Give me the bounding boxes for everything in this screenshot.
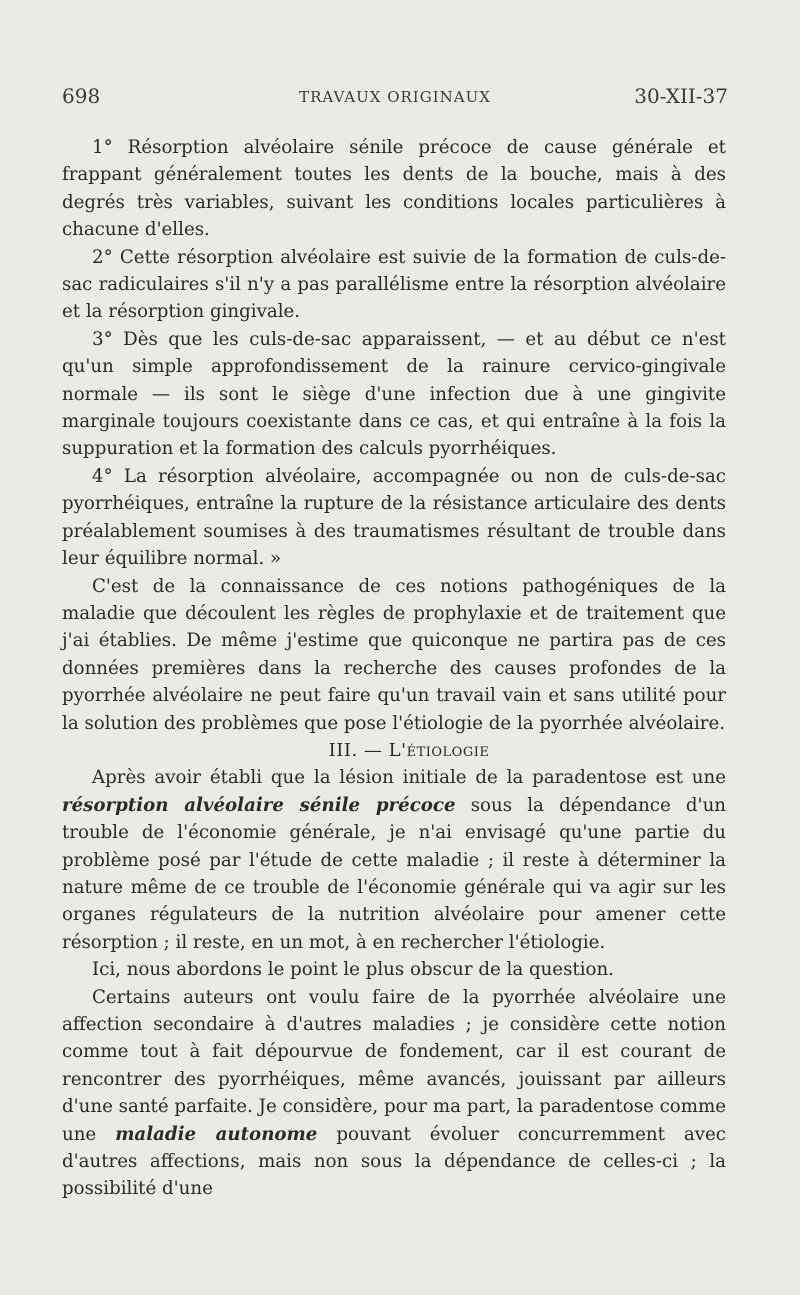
running-title: TRAVAUX ORIGINAUX <box>299 88 491 106</box>
paragraph-obscure-point: Ici, nous abordons le point le plus obscur de la question. <box>92 959 614 981</box>
paragraph-item-4: 4° La résorption alvéolaire, accompagnée ou non de culs-de-sac pyorrhéiques, entraîne la rupture de la résistance articulaire des dents préalablement soumises à des traumatismes résultant de trouble dans leur équilibre normal. » <box>62 465 726 570</box>
article-body <box>62 134 726 1203</box>
text-run: Après avoir établi que la lésion initiale de la paradentose est une <box>92 767 726 789</box>
section-number: III. — <box>328 739 383 761</box>
paragraph-conclusion: C'est de la connaissance de ces notions pathogéniques de la maladie que découlent les règles de prophylaxie et de traitement que j'ai établies. De même j'estime que quiconque ne partira pas de ces données premières dans la recherche des causes profondes de la pyorrhée alvéolaire ne peut faire qu'un travail vain et sans utilité pour la solution des problèmes que pose l'étiologie de la pyorrhée alvéolaire. <box>62 575 726 734</box>
paragraph-etiology-intro <box>62 764 726 956</box>
text-run: sous la dépendance d'un trouble de l'économie générale, je n'ai envisagé qu'une partie du problème posé par l'étude de cette maladie ; il reste à déterminer la nature même de ce trouble de l'économie générale qui va agir sur les organes régulateurs de la nutrition alvéolaire pour amener cette résorption ; il reste, en un mot, à en rechercher l'étiologie. <box>62 794 726 953</box>
issue-date: 30-XII-37 <box>634 84 728 108</box>
text-run: pouvant évoluer concurremment avec d'autres affections, mais non sous la dépendance de celles-ci ; la possibilité d'une <box>62 1123 726 1200</box>
text-run: Certains auteurs ont voulu faire de la pyorrhée alvéolaire une affection secondaire à d'autres maladies ; je considère cette notion comme tout à fait dépourvue de fondement, car il est courant de rencontrer des pyorrhéiques, même avancés, jouissant par ailleurs d'une santé parfaite. Je considère, pour ma part, la paradentose comme une <box>62 986 726 1145</box>
paragraph-item-2: 2° Cette résorption alvéolaire est suivie de la formation de culs-de-sac radiculaires s'il n'y a pas parallélisme entre la résorption alvéolaire et la résorption gingivale. <box>62 246 726 323</box>
section-heading <box>62 737 726 764</box>
section-title: L'étiologie <box>388 739 490 761</box>
emphasis-term: maladie autonome <box>115 1123 318 1145</box>
page-number: 698 <box>62 84 101 108</box>
paragraph-item-1: 1° Résorption alvéolaire sénile précoce de cause générale et frappant généralement toutes les dents de la bouche, mais à des degrés très variables, suivant les conditions locales particulières à chacune d'elles. <box>62 137 726 241</box>
paragraph-item-3: 3° Dès que les culs-de-sac apparaissent, — et au début ce n'est qu'un simple approfondissement de la rainure cervico-gingivale normale — ils sont le siège d'une infection due à une gingivite marginale toujours coexistante dans ce cas, et qui entraîne à la fois la suppuration et la formation des calculs pyorrhéiques. <box>62 328 726 460</box>
paragraph-autonomous-disease <box>62 984 726 1203</box>
running-header <box>62 84 728 116</box>
emphasis-term: résorption alvéolaire sénile précoce <box>62 794 456 816</box>
